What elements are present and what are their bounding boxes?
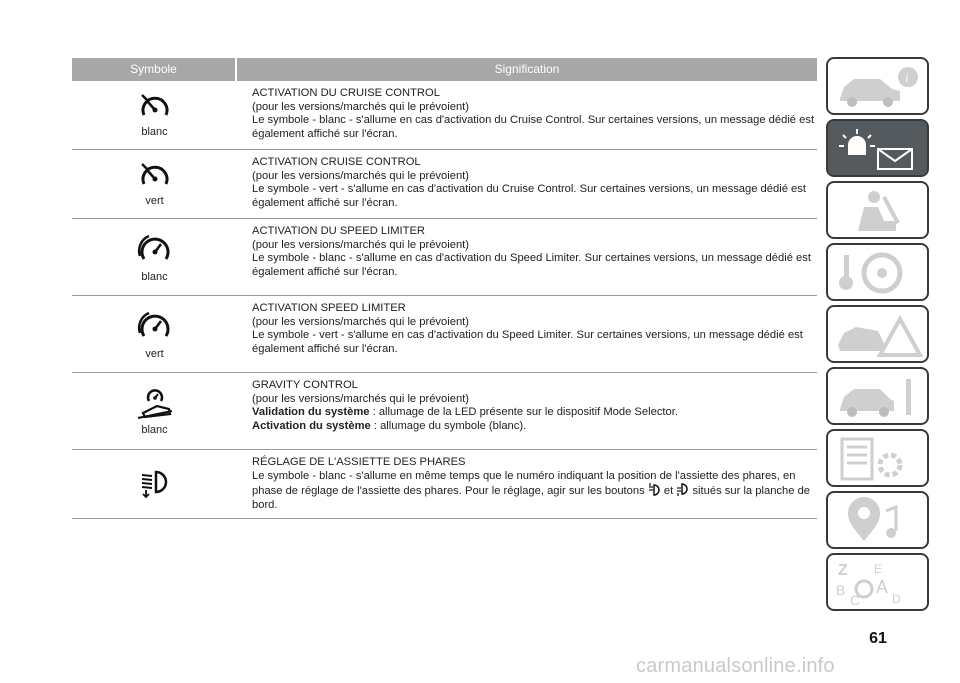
table-row: [72, 150, 817, 219]
row-line1-bold: Validation du système: [252, 406, 370, 419]
tab-driving[interactable]: [826, 243, 929, 301]
table-header: [72, 58, 817, 81]
signification-cell: [237, 296, 817, 372]
row-line2-rest: : allumage du symbole (blanc).: [370, 419, 527, 432]
row-body: Le symbole - blanc - s'allume en cas d'activation du Speed Limiter. Sur certaines versions, un message dédié est également affiché sur l'écran.: [252, 252, 811, 278]
car-info-icon: [834, 63, 924, 111]
header-symbole: Symbole: [130, 62, 177, 76]
row-body: Le symbole - vert - s'allume en cas d'activation du Cruise Control. Sur certaines versions, un message dédié est également affiché sur l'écran.: [252, 183, 806, 209]
header-signification: Signification: [494, 62, 560, 76]
signal-table: [72, 58, 817, 519]
steering-key-icon: [834, 249, 924, 297]
svg-text:C: C: [850, 592, 861, 607]
svg-text:B: B: [836, 582, 846, 598]
row-title: GRAVITY CONTROL: [252, 379, 358, 391]
row-title: ACTIVATION DU SPEED LIMITER: [252, 225, 426, 237]
specifications-gear-icon: [834, 435, 924, 483]
symbol-cell: [72, 150, 237, 218]
signification-cell: [237, 373, 817, 449]
speed-limiter-icon: [137, 309, 173, 345]
symbol-color-label: vert: [145, 347, 164, 360]
row-title: ACTIVATION DU CRUISE CONTROL: [252, 87, 440, 99]
row-body: [252, 470, 815, 513]
table-row: [72, 219, 817, 296]
row-title: RÉGLAGE DE L'ASSIETTE DES PHARES: [252, 456, 466, 468]
tab-index[interactable]: [826, 553, 929, 611]
table-row: [72, 450, 817, 519]
row-body-part2: situés sur la planche de bord.: [252, 485, 811, 511]
cruise-control-icon: [138, 162, 172, 192]
speed-limiter-icon: [137, 232, 173, 268]
svg-text:A: A: [876, 577, 889, 597]
multimedia-icon: [834, 497, 924, 545]
table-row: [72, 373, 817, 450]
symbol-color-label: blanc: [141, 125, 168, 138]
tab-warning-lights[interactable]: [826, 119, 929, 177]
signification-cell: [237, 219, 817, 295]
warning-light-message-icon: [834, 125, 924, 173]
row-subtitle: (pour les versions/marchés qui le prévoient): [252, 100, 470, 113]
row-body: Le symbole - vert - s'allume en cas d'activation du Speed Limiter. Sur certaines versions, un message dédié est également affiché sur l'écran.: [252, 329, 803, 355]
watermark: carmanualsonline.info: [636, 655, 835, 677]
headlight-up-button-icon: [648, 483, 661, 496]
symbol-cell: [72, 450, 237, 518]
symbol-color-label: vert: [145, 194, 164, 207]
symbol-cell: [72, 219, 237, 295]
row-title: ACTIVATION SPEED LIMITER: [252, 302, 406, 314]
symbol-color-label: blanc: [141, 423, 168, 436]
page-number: 61: [869, 630, 887, 647]
svg-text:D: D: [892, 592, 901, 606]
svg-text:Z: Z: [838, 562, 848, 579]
row-subtitle: (pour les versions/marchés qui le prévoient): [252, 169, 470, 182]
signification-cell: [237, 450, 817, 518]
row-line2-bold: Activation du système: [252, 419, 371, 432]
symbol-cell: [72, 81, 237, 149]
headlight-leveling-icon: [138, 468, 172, 498]
row-subtitle: (pour les versions/marchés qui le prévoient): [252, 392, 470, 405]
car-maintenance-icon: [834, 373, 924, 421]
row-subtitle: (pour les versions/marchés qui le prévoient): [252, 238, 470, 251]
gravity-control-icon: [135, 387, 175, 421]
tab-emergency[interactable]: [826, 305, 929, 363]
row-body: Le symbole - blanc - s'allume en cas d'activation du Cruise Control. Sur certaines versions, un message dédié est également affiché sur l'écran.: [252, 114, 815, 140]
cruise-control-icon: [138, 93, 172, 123]
signification-cell: [237, 81, 817, 149]
tab-multimedia[interactable]: [826, 491, 929, 549]
table-row: [72, 81, 817, 150]
svg-text:E: E: [874, 562, 883, 576]
row-line1-rest: : allumage de la LED présente sur le dispositif Mode Selector.: [369, 406, 678, 419]
car-crash-warning-icon: [834, 311, 924, 359]
row-body-part1: Le symbole - blanc - s'allume en même temps que le numéro indiquant la position de l'assiette des phares, en phase de réglage de l'assiette des phares. Pour le réglage, agir sur les boutons: [252, 469, 796, 498]
alphabetical-index-icon: [834, 559, 924, 607]
signification-cell: [237, 150, 817, 218]
row-line2: [252, 420, 815, 434]
symbol-color-label: blanc: [141, 270, 168, 283]
symbol-cell: [72, 373, 237, 449]
headlight-down-button-icon: [676, 483, 689, 496]
svg-text:i: i: [905, 70, 909, 85]
row-title: ACTIVATION CRUISE CONTROL: [252, 156, 421, 168]
tab-specifications[interactable]: [826, 429, 929, 487]
tab-safety[interactable]: [826, 181, 929, 239]
row-body-and: et: [660, 485, 677, 498]
table-row: [72, 296, 817, 373]
row-line1: [252, 406, 815, 420]
symbol-cell: [72, 296, 237, 372]
seat-airbag-icon: [834, 187, 924, 235]
row-subtitle: (pour les versions/marchés qui le prévoient): [252, 315, 470, 328]
tab-car-info[interactable]: [826, 57, 929, 115]
tab-maintenance[interactable]: [826, 367, 929, 425]
